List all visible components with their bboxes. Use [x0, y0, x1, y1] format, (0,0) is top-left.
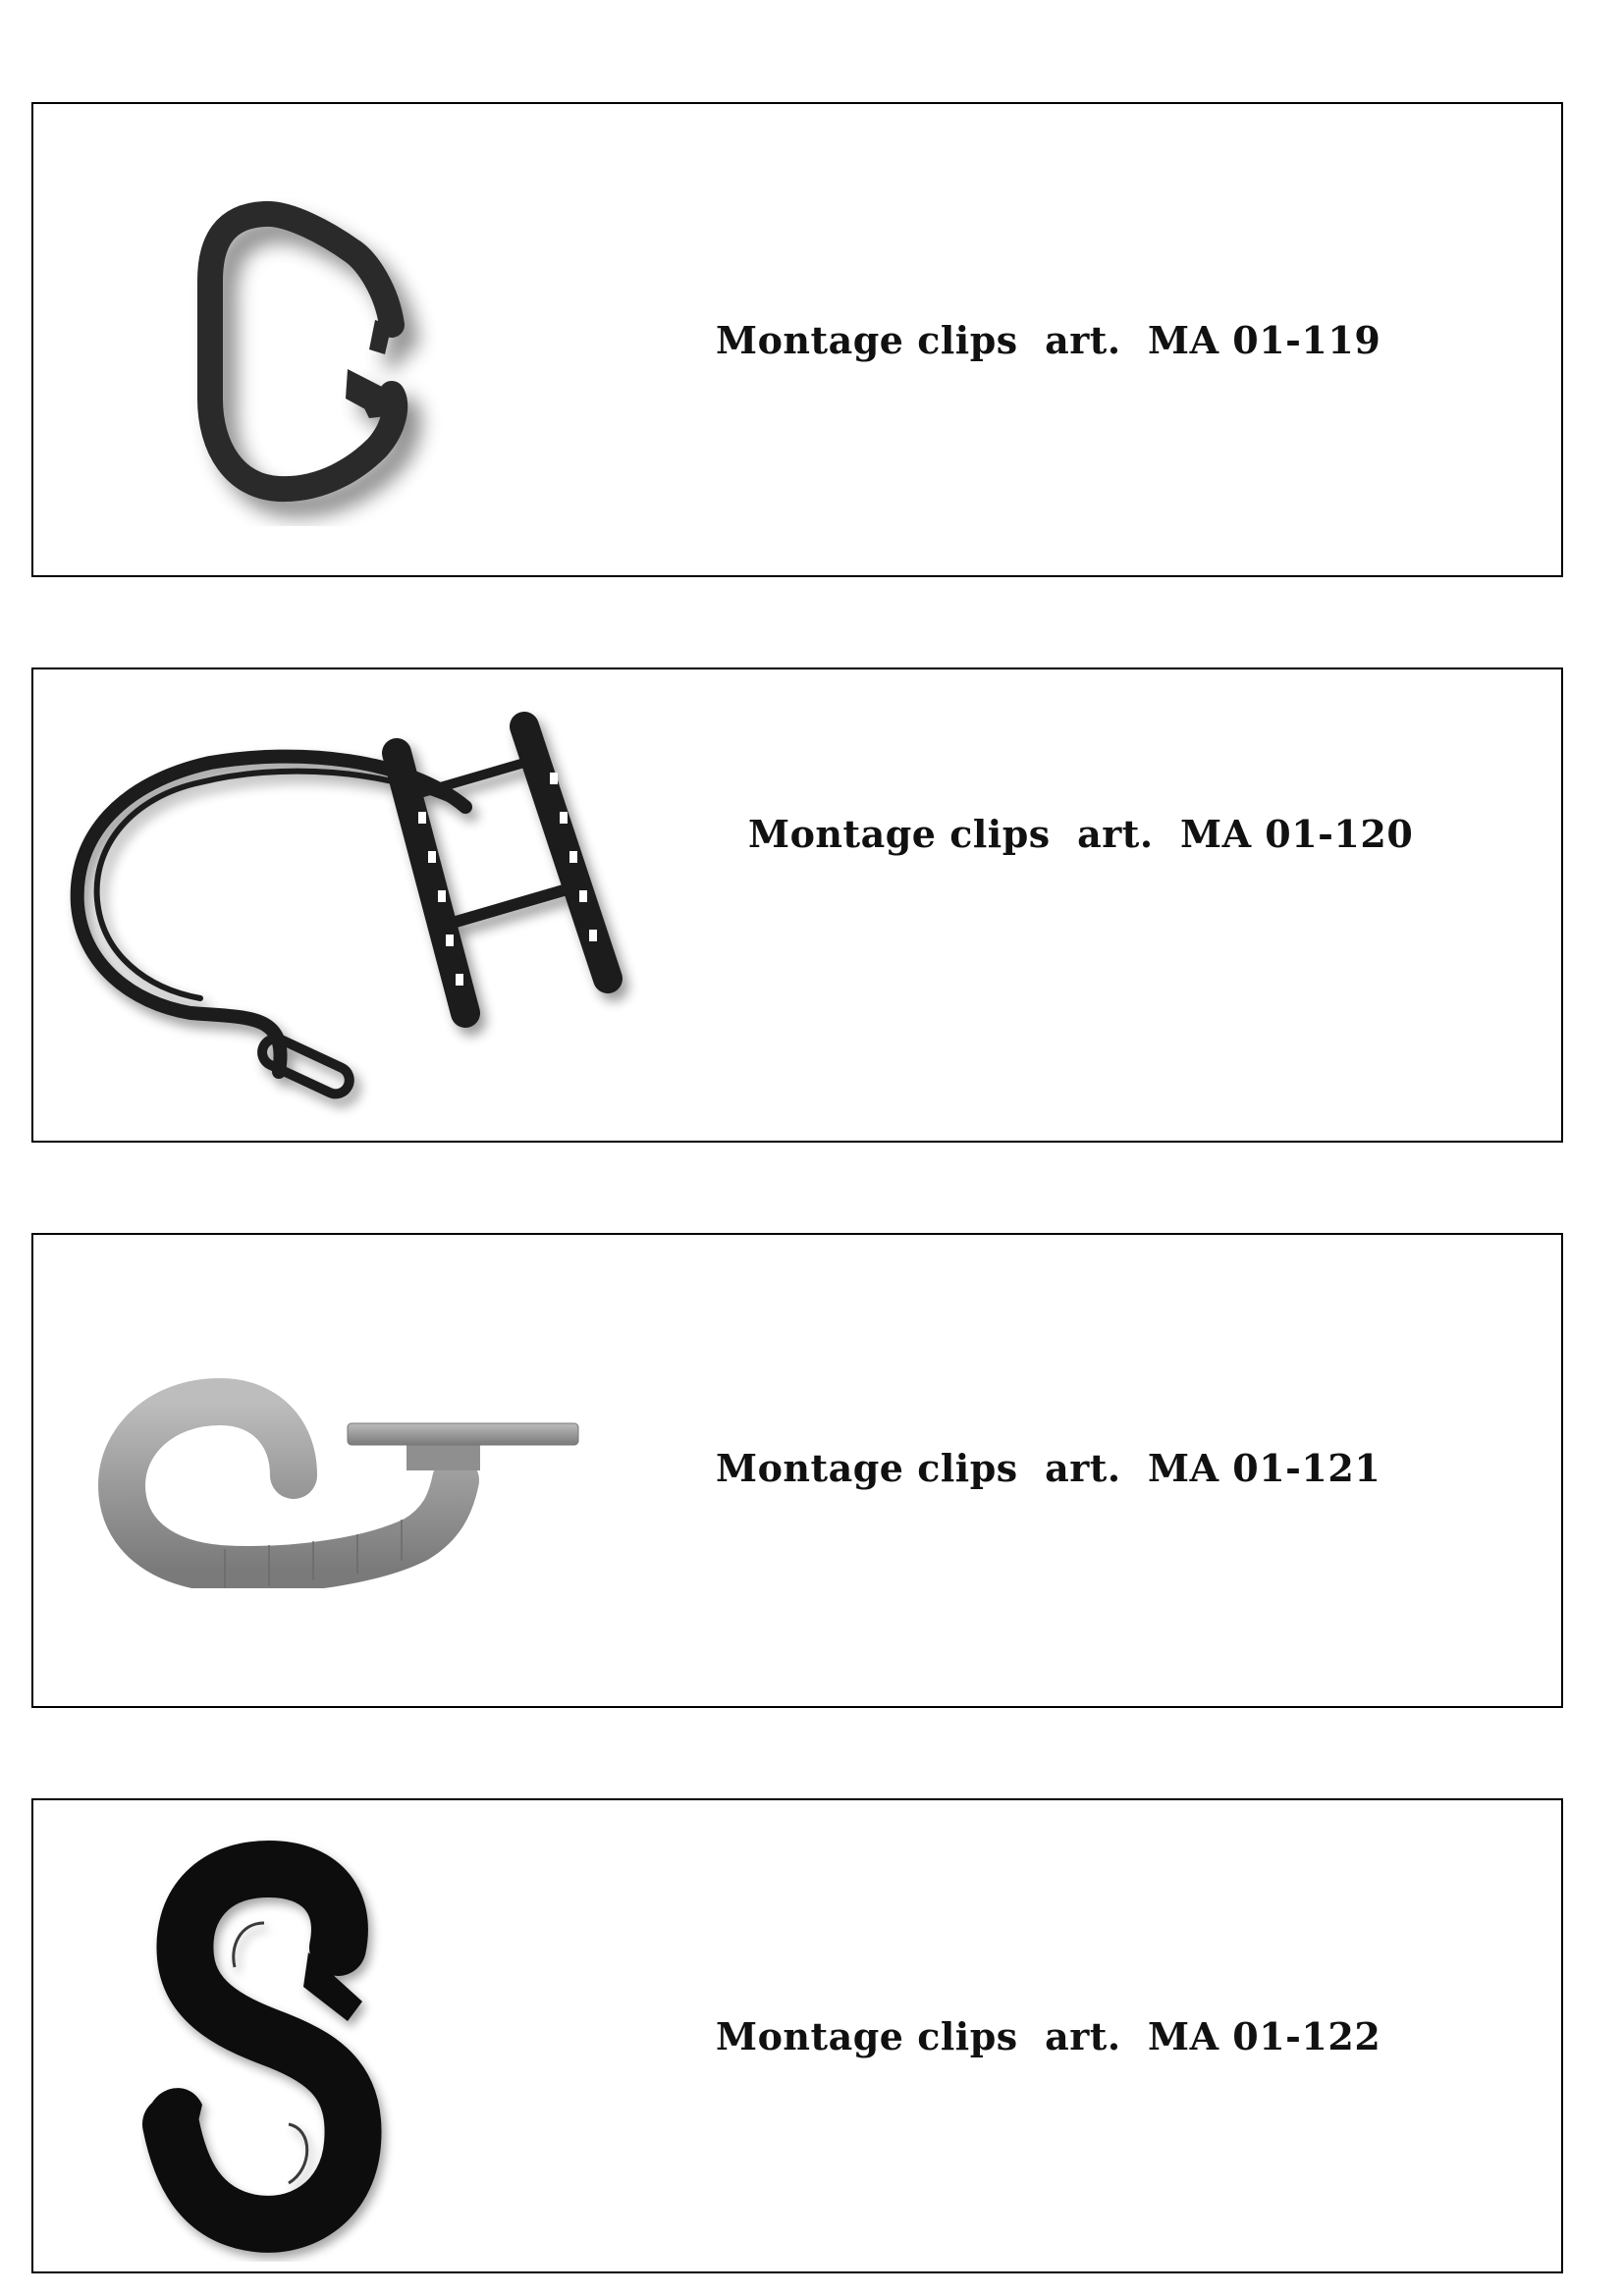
product-card-ma-01-119 — [31, 102, 1563, 577]
hook-with-plate-icon — [82, 1372, 593, 1588]
product-caption: Montage clips art. MA 01-119 — [716, 318, 1381, 362]
product-card-ma-01-120 — [31, 667, 1563, 1143]
product-card-ma-01-122 — [31, 1798, 1563, 2273]
product-caption: Montage clips art. MA 01-121 — [716, 1446, 1381, 1490]
product-card-ma-01-121 — [31, 1233, 1563, 1708]
cable-loop-ladder-clip-icon — [53, 689, 642, 1121]
product-caption: Montage clips art. MA 01-120 — [748, 812, 1414, 856]
oval-carabiner-clip-icon — [141, 153, 456, 526]
product-caption: Montage clips art. MA 01-122 — [716, 2014, 1381, 2058]
s-hook-icon — [141, 1830, 436, 2262]
